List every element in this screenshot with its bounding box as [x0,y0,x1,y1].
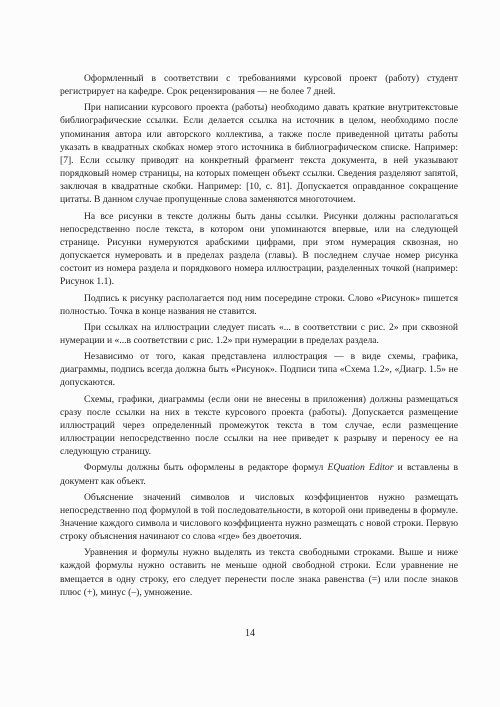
paragraph-figures: На все рисунки в тексте должны быть даны ссылки. Рисунки должны располагаться непосредственно после текста, в котором они упоминаются впервые, или на следующей странице. Рисунки нумеруются арабскими цифрами, при этом нумерация сквозная, но допускается нумеровать и в пределах раздела (главы). В последнем случае номер рисунка состоит из номера раздела и порядкового номера иллюстрации, разделенных точкой (например: Рисунок 1.1). [60,210,458,288]
paragraph-schemes-placement: Схемы, графики, диаграммы (если они не внесены в приложения) должны размещаться сразу после ссылки на них в тексте курсового проекта (работы). Допускается размещение иллюстраций через определенный промежуток текста в том случае, если размещение иллюстрации непосредственно после ссылки на нее приведет к разрыву и переносу ее на следующую страницу. [60,393,458,458]
paragraph-figure-links: При ссылках на иллюстрации следует писать «... в соответствии с рис. 2» при сквозной нумерации и «...в соответствии с рис. 1.2» при нумерации в пределах раздела. [60,321,458,346]
paragraph-figure-caption: Подпись к рисунку располагается под ним посередине строки. Слово «Рисунок» пишется полностью. Точка в конце названия не ставится. [60,292,458,317]
paragraph-equations: Уравнения и формулы нужно выделять из текста свободными строками. Выше и ниже каждой формулы нужно оставить не меньше одной свободной строки. Если уравнение не вмещается в одну строку, его следует перенести после знака равенства (=) или после знаков плюс (+), минус (–), умножение. [60,547,458,598]
body-text [60,72,458,599]
formula-editor-text-before: Формулы должны быть оформлены в редакторе формул [84,462,328,474]
paragraph-symbol-explanation: Объяснение значений символов и числовых коэффициентов нужно размещать непосредственно под формулой в той последовательности, в которой они приведены в формуле. Значение каждого символа и числового коэффициента нужно размещать с новой строки. Первую строку объяснения начинают со слова «где» без двоеточия. [60,491,458,543]
paragraph-illustration-types: Независимо от того, какая представлена иллюстрация — в виде схемы, графика, диаграммы, подпись всегда должна быть «Рисунок». Подписи типа «Схема 1.2», «Диагр. 1.5» не допускаются. [60,351,458,389]
paragraph-submission: Оформленный в соответствии с требованиями курсовой проект (работу) студент регистрирует на кафедре. Срок рецензирования — не более 7 дней. [60,73,458,98]
paragraph-references: При написании курсового проекта (работы) необходимо давать краткие внутритекстовые библиографические ссылки. Если делается ссылка на источник в целом, необходимо после упоминания автора или авторского коллектива, а также после приведенной цитаты работы указать в квадратных скобках номер этого источника в библиографическом списке. Например: [7]. Если ссылку приводят на конкретный фрагмент текста документа, в ней указывают порядковый номер страницы, на которых помещен объект ссылки. Сведения разделяют запятой, заключая в квадратные скобки. Например: [10, с. 81]. Допускается оправданное сокращение цитаты. В данном случае пропущенные слова заменяются многоточием. [60,102,458,206]
paragraph-formula-editor [60,461,458,487]
formula-editor-text-after: и вставлены в документ как объект. [60,462,458,487]
page-number: 14 [245,628,255,639]
formula-editor-name: EQuation Editor [327,462,394,474]
